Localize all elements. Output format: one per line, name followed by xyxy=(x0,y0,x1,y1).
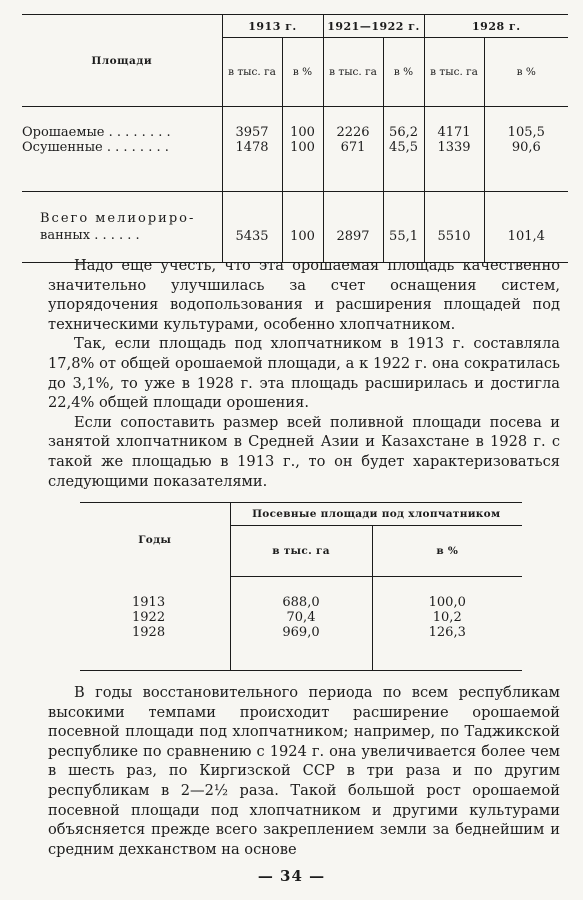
table-cell: 1339 xyxy=(424,140,484,192)
year-cell: 1928 xyxy=(132,625,166,640)
cotton-area-table xyxy=(80,502,522,671)
table-row xyxy=(80,577,522,611)
year-cell: 1913 xyxy=(132,594,166,610)
table-cell: 56,2 xyxy=(383,107,424,141)
row-label-total xyxy=(22,192,222,263)
table-cell: 688,0 xyxy=(230,577,372,611)
row-label-irrigated: Орошаемые . . . . . . . . xyxy=(22,125,171,140)
table-cell: 70,4 xyxy=(230,610,372,625)
table-cell: 2226 xyxy=(323,107,383,141)
year-header-1913: 1913 г. xyxy=(222,15,323,38)
table-cell: 100,0 xyxy=(372,577,522,611)
table-row xyxy=(22,107,568,141)
subheader-pct: в % xyxy=(484,38,568,107)
land-area-table xyxy=(22,14,568,263)
total-label-line2: ванных . . . . . . xyxy=(40,228,140,243)
table-cell: 105,5 xyxy=(484,107,568,141)
body-text-upper xyxy=(48,256,560,491)
year-cell: 1922 xyxy=(132,610,166,625)
table-cell: 100 xyxy=(282,192,323,263)
body-text-lower xyxy=(48,683,560,859)
table-row xyxy=(22,140,568,192)
paragraph: Так, если площадь под хлопчатником в 1913 г. составляла 17,8% от общей орошаемой площади, а к 1922 г. она сократилась до 3,1%, то уже в 1928 г. эта площадь расширилась и достигла 22,4% общей площади орошения. xyxy=(48,335,560,412)
table-cell: 101,4 xyxy=(484,192,568,263)
subheader-abs: в тыс. га xyxy=(230,526,372,577)
table-cell: 2897 xyxy=(323,192,383,263)
table-row-total xyxy=(22,192,568,263)
paragraph: Надо еще учесть, что эта орошаемая площадь качественно значительно улучшилась за счет оснащения систем, упорядочения водопользования и расширения площадей под техническими культурами, особенно хлопчатником. xyxy=(48,257,560,333)
table-cell: 126,3 xyxy=(372,625,522,671)
table-cell: 100 xyxy=(282,107,323,141)
table-cell: 5510 xyxy=(424,192,484,263)
subheader-abs: в тыс. га xyxy=(323,38,383,107)
table-row xyxy=(80,625,522,671)
row-label-drained: Осушенные . . . . . . . . xyxy=(22,140,169,155)
year-header-1928: 1928 г. xyxy=(424,15,568,38)
subheader-pct: в % xyxy=(383,38,424,107)
table-row xyxy=(80,610,522,625)
table-cell: 55,1 xyxy=(383,192,424,263)
cotton-area-group-header: Посевные площади под хлопчатником xyxy=(230,503,522,526)
total-label-line1: Всего мелиориро- xyxy=(40,211,196,226)
table-cell: 5435 xyxy=(222,192,282,263)
table-cell: 45,5 xyxy=(383,140,424,192)
paragraph: Если сопоставить размер всей поливной площади посева и занятой хлопчатником в Средней Азии и Казахстане в 1928 г. с такой же площадью в 1913 г., то он будет характеризоваться следующими показателями. xyxy=(48,413,560,490)
table-cell: 3957 xyxy=(222,107,282,141)
years-column-header: Годы xyxy=(80,503,230,577)
year-header-1921: 1921—1922 г. xyxy=(323,15,424,38)
area-column-header: Площади xyxy=(91,54,153,67)
table-cell: 90,6 xyxy=(484,140,568,192)
subheader-pct: в % xyxy=(282,38,323,107)
table-cell: 671 xyxy=(323,140,383,192)
table-cell: 4171 xyxy=(424,107,484,141)
table-cell: 1478 xyxy=(222,140,282,192)
table-cell: 969,0 xyxy=(230,625,372,671)
subheader-abs: в тыс. га xyxy=(222,38,282,107)
subheader-abs: в тыс. га xyxy=(424,38,484,107)
subheader-pct: в % xyxy=(372,526,522,577)
paragraph: В годы восстановительного периода по всем республикам высокими темпами происходит расширение орошаемой посевной площади под хлопчатником; например, по Таджикской республике по сравнению с 1924 г. она увеличивается более чем в шесть раз, по Киргизской ССР в три раза и по другим республикам в 2—2½ раза. Такой большой рост орошаемой посевной площади под хлопчатником и другими культурами объясняется прежде всего закреплением земли за беднейшим и средним дехканством на основе xyxy=(48,684,560,858)
table-cell: 10,2 xyxy=(372,610,522,625)
page-number: — 34 — xyxy=(257,867,326,885)
table-cell: 100 xyxy=(282,140,323,192)
